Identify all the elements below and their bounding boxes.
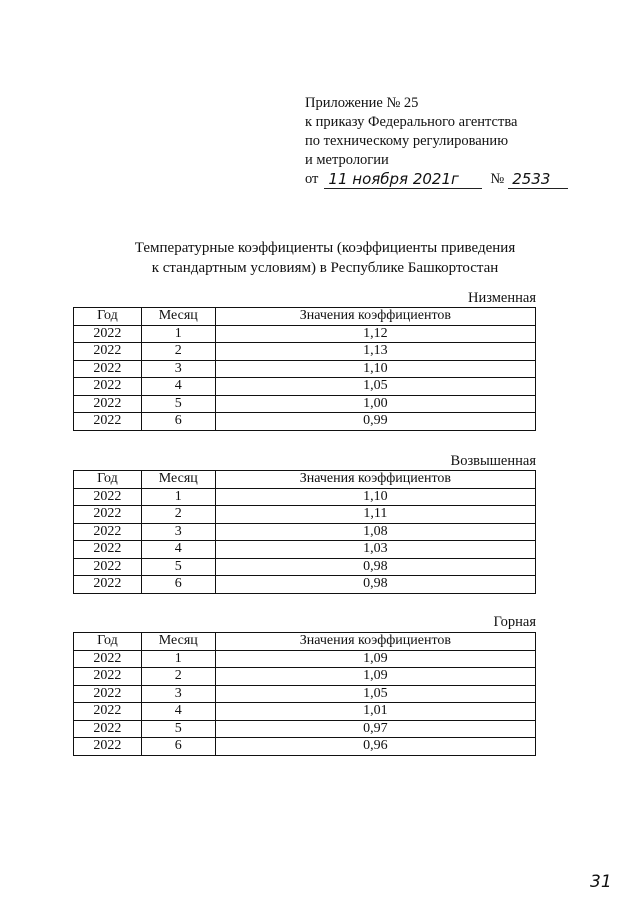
appendix-number: Приложение № 25 xyxy=(305,95,419,111)
cell-year: 2022 xyxy=(74,703,142,721)
table-row xyxy=(74,343,536,361)
handwritten-order-number: 2533 xyxy=(508,171,568,189)
table-row xyxy=(74,378,536,396)
cell-value: 1,00 xyxy=(215,395,535,413)
section-label-upland: Возвышенная xyxy=(450,453,536,469)
from-label: от xyxy=(305,171,319,187)
cell-value: 0,98 xyxy=(215,576,535,594)
coefficients-table-upland xyxy=(73,470,536,594)
agency-line-2: и метрологии xyxy=(305,152,389,168)
cell-month: 2 xyxy=(141,668,215,686)
cell-year: 2022 xyxy=(74,523,142,541)
cell-value: 1,13 xyxy=(215,343,535,361)
cell-value: 1,10 xyxy=(215,488,535,506)
cell-value: 1,05 xyxy=(215,378,535,396)
handwritten-date: 11 ноября 2021г xyxy=(324,171,482,189)
column-header-values: Значения коэффициентов xyxy=(215,308,535,326)
column-header-year: Год xyxy=(74,308,142,326)
cell-value: 1,09 xyxy=(215,668,535,686)
column-header-month: Месяц xyxy=(141,308,215,326)
cell-year: 2022 xyxy=(74,395,142,413)
section-label-lowland: Низменная xyxy=(468,290,536,306)
title-line-2: к стандартным условиям) в Республике Башкортостан xyxy=(151,260,499,276)
cell-year: 2022 xyxy=(74,650,142,668)
cell-value: 0,97 xyxy=(215,720,535,738)
cell-year: 2022 xyxy=(74,488,142,506)
cell-value: 1,09 xyxy=(215,650,535,668)
cell-value: 1,01 xyxy=(215,703,535,721)
cell-year: 2022 xyxy=(74,668,142,686)
table-row xyxy=(74,650,536,668)
handwritten-page-number: 31 xyxy=(590,872,612,892)
table-row xyxy=(74,506,536,524)
order-date-line xyxy=(305,170,568,189)
agency-line: по техническому регулированию xyxy=(305,133,509,149)
table-row xyxy=(74,325,536,343)
column-header-values: Значения коэффициентов xyxy=(215,633,535,651)
number-label: № xyxy=(490,171,505,187)
cell-month: 3 xyxy=(141,523,215,541)
table-header-row xyxy=(74,471,536,489)
cell-year: 2022 xyxy=(74,413,142,431)
cell-month: 4 xyxy=(141,541,215,559)
cell-month: 6 xyxy=(141,738,215,756)
cell-value: 1,11 xyxy=(215,506,535,524)
table-row xyxy=(74,685,536,703)
cell-month: 2 xyxy=(141,506,215,524)
column-header-month: Месяц xyxy=(141,633,215,651)
column-header-values: Значения коэффициентов xyxy=(215,471,535,489)
order-reference: к приказу Федерального агентства xyxy=(305,114,518,130)
cell-month: 1 xyxy=(141,488,215,506)
cell-year: 2022 xyxy=(74,541,142,559)
coefficients-table-lowland xyxy=(73,307,536,431)
cell-month: 3 xyxy=(141,360,215,378)
cell-value: 1,10 xyxy=(215,360,535,378)
table-row xyxy=(74,395,536,413)
cell-year: 2022 xyxy=(74,558,142,576)
table-header-row xyxy=(74,308,536,326)
cell-value: 1,03 xyxy=(215,541,535,559)
cell-year: 2022 xyxy=(74,506,142,524)
cell-year: 2022 xyxy=(74,576,142,594)
cell-year: 2022 xyxy=(74,378,142,396)
table-row xyxy=(74,541,536,559)
table-row xyxy=(74,668,536,686)
title-line-1: Температурные коэффициенты (коэффициенты приведения xyxy=(134,240,516,256)
cell-value: 1,05 xyxy=(215,685,535,703)
column-header-year: Год xyxy=(74,471,142,489)
cell-value: 0,96 xyxy=(215,738,535,756)
cell-year: 2022 xyxy=(74,343,142,361)
cell-month: 2 xyxy=(141,343,215,361)
cell-month: 5 xyxy=(141,558,215,576)
cell-month: 4 xyxy=(141,703,215,721)
coefficients-table-mountain xyxy=(73,632,536,756)
column-header-month: Месяц xyxy=(141,471,215,489)
table-header-row xyxy=(74,633,536,651)
document-title xyxy=(100,238,550,278)
section-label-mountain: Горная xyxy=(493,614,536,630)
cell-year: 2022 xyxy=(74,360,142,378)
cell-value: 1,12 xyxy=(215,325,535,343)
cell-year: 2022 xyxy=(74,738,142,756)
table-row xyxy=(74,558,536,576)
table-row xyxy=(74,523,536,541)
cell-month: 3 xyxy=(141,685,215,703)
table-row xyxy=(74,488,536,506)
cell-month: 6 xyxy=(141,413,215,431)
cell-month: 5 xyxy=(141,395,215,413)
cell-value: 0,98 xyxy=(215,558,535,576)
cell-value: 0,99 xyxy=(215,413,535,431)
cell-year: 2022 xyxy=(74,325,142,343)
table-row xyxy=(74,413,536,431)
table-row xyxy=(74,576,536,594)
table-row xyxy=(74,720,536,738)
cell-month: 1 xyxy=(141,650,215,668)
table-row xyxy=(74,360,536,378)
appendix-header xyxy=(305,94,568,189)
cell-value: 1,08 xyxy=(215,523,535,541)
cell-month: 6 xyxy=(141,576,215,594)
table-row xyxy=(74,703,536,721)
cell-year: 2022 xyxy=(74,720,142,738)
table-row xyxy=(74,738,536,756)
cell-month: 1 xyxy=(141,325,215,343)
column-header-year: Год xyxy=(74,633,142,651)
cell-year: 2022 xyxy=(74,685,142,703)
cell-month: 4 xyxy=(141,378,215,396)
cell-month: 5 xyxy=(141,720,215,738)
